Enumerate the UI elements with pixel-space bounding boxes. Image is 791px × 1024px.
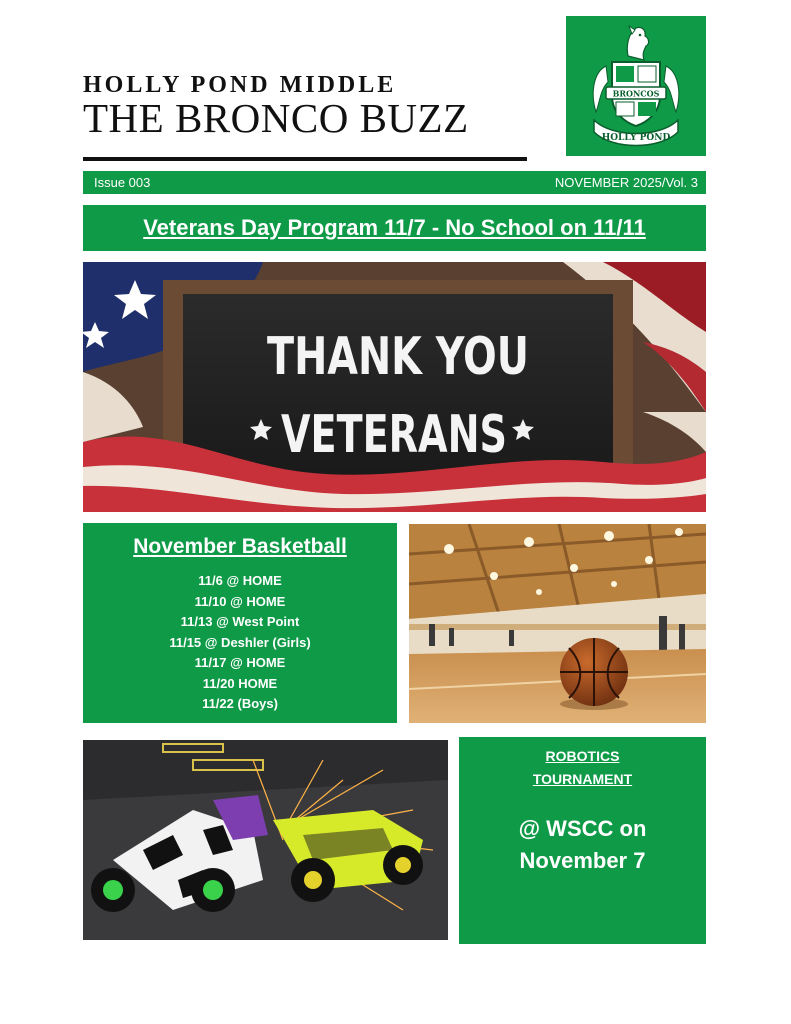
basketball-court-image	[409, 524, 706, 723]
robotics-title	[459, 745, 706, 791]
game-item: 11/6 @ HOME	[198, 573, 282, 588]
banner-line2: VETERANS	[281, 405, 507, 465]
basketball-title: November Basketball	[133, 535, 347, 558]
ribbon-text: HOLLY POND	[601, 133, 671, 143]
issue-bar	[83, 171, 706, 194]
robotics-panel	[459, 737, 706, 944]
game-item: 11/20 HOME	[202, 675, 278, 691]
game-item: 11/13 @ West Point	[180, 614, 300, 629]
basketball-schedule	[83, 571, 397, 715]
game-item: 11/10 @ HOME	[194, 593, 286, 609]
broncos-crest-icon	[566, 16, 706, 156]
robotics-detail-line1: @ WSCC on	[518, 816, 647, 841]
logo-panel	[566, 16, 706, 156]
crest-text: BRONCOS	[612, 88, 660, 99]
game-item: 11/22 (Boys)	[202, 696, 278, 711]
school-name: HOLLY POND MIDDLE	[83, 72, 397, 98]
newsletter-title: THE BRONCO BUZZ	[83, 95, 469, 141]
game-item: 11/17 @ HOME	[194, 655, 286, 670]
headline-text: Veterans Day Program 11/7 - No School on 11/11	[143, 215, 646, 240]
robotics-detail-line2: November 7	[519, 848, 646, 873]
issue-number: Issue 003	[94, 175, 151, 190]
basketball-panel	[83, 523, 397, 723]
robotics-title-line2: TOURNAMENT	[532, 771, 633, 787]
title-underline	[83, 157, 527, 161]
game-item: 11/15 @ Deshler (Girls)	[169, 634, 311, 650]
veterans-image	[83, 262, 706, 512]
banner-line1: THANK YOU	[267, 327, 529, 387]
headline-banner	[83, 205, 706, 251]
issue-date-volume: NOVEMBER 2025/Vol. 3	[554, 175, 698, 190]
robotics-detail	[459, 813, 706, 877]
robotics-title-line1: ROBOTICS	[545, 748, 620, 764]
robotics-image	[83, 740, 448, 940]
